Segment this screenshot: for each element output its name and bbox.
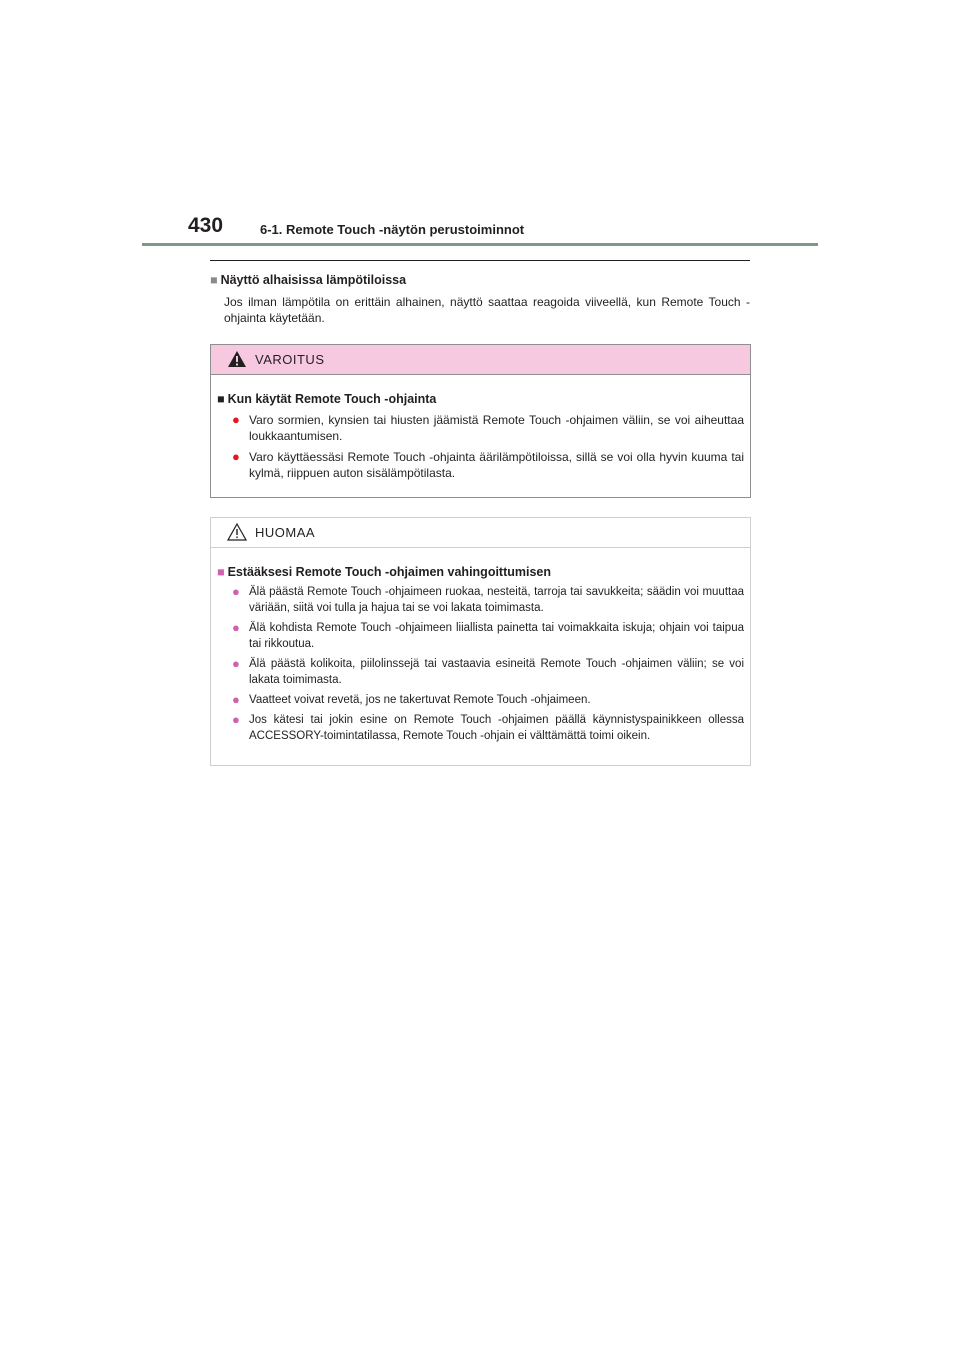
- info-heading: [210, 272, 750, 288]
- bullet-dot-icon: ●: [232, 584, 240, 599]
- warning-header: [211, 345, 750, 375]
- square-bullet-icon: ■: [217, 565, 225, 579]
- notice-header: [211, 518, 750, 548]
- bullet-dot-icon: ●: [232, 656, 240, 671]
- list-item: [232, 449, 744, 481]
- list-item-text: Älä päästä Remote Touch -ohjaimeen ruokaa, nesteitä, tarroja tai savukkeita; säädin voi muuttaa väriään, siitä voi tulla ja hajua tai se voi lakata toimimasta.: [249, 586, 744, 614]
- bullet-dot-icon: ●: [232, 692, 240, 707]
- warning-triangle-icon: [227, 350, 247, 368]
- square-bullet-icon: ■: [210, 273, 218, 287]
- list-item: [232, 412, 744, 444]
- header-rule: [142, 243, 818, 246]
- list-item: [232, 584, 744, 616]
- caution-triangle-icon: [227, 523, 247, 541]
- warning-box: [210, 344, 751, 498]
- info-body: Jos ilman lämpötila on erittäin alhainen, näyttö saattaa reagoida viiveellä, kun Remote Touch -ohjainta käytetään.: [224, 295, 750, 325]
- notice-subtitle: [217, 564, 744, 580]
- list-item: [232, 712, 744, 744]
- square-bullet-icon: ■: [217, 392, 225, 406]
- warning-label: VAROITUS: [255, 352, 325, 367]
- list-item-text: Varo käyttäessäsi Remote Touch -ohjainta äärilämpötiloissa, sillä se voi olla hyvin kuuma tai kylmä, riippuen auton sisälämpötilasta.: [249, 450, 744, 480]
- warning-subtitle: [217, 391, 744, 407]
- list-item-text: Varo sormien, kynsien tai hiusten jäämistä Remote Touch -ohjaimen väliin, se voi aiheuttaa loukkaantumisen.: [249, 413, 744, 443]
- warning-subtitle-text: Kun käytät Remote Touch -ohjainta: [227, 392, 437, 406]
- bullet-dot-icon: ●: [232, 620, 240, 635]
- list-item: [232, 656, 744, 688]
- list-item-text: Älä päästä kolikoita, piilolinssejä tai vastaavia esineitä Remote Touch -ohjaimen väliin; se voi lakata toimimasta.: [249, 658, 744, 686]
- section-title: 6-1. Remote Touch -näytön perustoiminnot: [260, 222, 525, 237]
- notice-subtitle-text: Estääksesi Remote Touch -ohjaimen vahingoittumisen: [227, 565, 552, 579]
- notice-label: HUOMAA: [255, 525, 316, 540]
- bullet-dot-icon: ●: [232, 712, 240, 727]
- list-item: [232, 620, 744, 652]
- bullet-dot-icon: ●: [232, 412, 240, 427]
- divider: [210, 260, 750, 261]
- info-heading-text: Näyttö alhaisissa lämpötiloissa: [220, 273, 407, 287]
- list-item: [232, 692, 744, 708]
- list-item-text: Älä kohdista Remote Touch -ohjaimeen liiallista painetta tai voimakkaita iskuja; ohjain voi taipua tai rikkoutua.: [249, 622, 744, 650]
- notice-box: [210, 517, 751, 766]
- page-number: 430: [188, 214, 224, 237]
- list-item-text: Jos kätesi tai jokin esine on Remote Touch -ohjaimen päällä käynnistyspainikkeen ollessa ACCESSORY-toimintatilassa, Remote Touch -ohjain ei välttämättä toimi oikein.: [249, 714, 744, 742]
- list-item-text: Vaatteet voivat revetä, jos ne takertuvat Remote Touch -ohjaimeen.: [249, 694, 591, 706]
- bullet-dot-icon: ●: [232, 449, 240, 464]
- info-section: [210, 272, 750, 326]
